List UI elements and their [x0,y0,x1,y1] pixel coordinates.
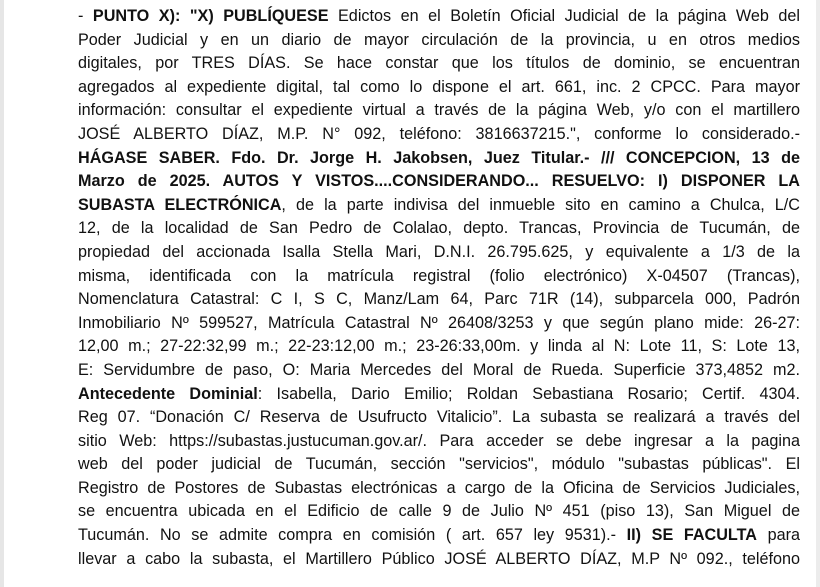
text-line [78,406,800,430]
text-line-content [78,101,800,119]
legal-edict-text-block [78,5,800,571]
text-line-content [78,385,800,403]
text-line [78,359,800,383]
text-line [78,430,800,454]
text-line-content [78,479,800,497]
text-run: E: Servidumbre de paso, O: Maria Mercedes del Moral de Rueda. Superficie 373,4852 m2. [78,360,800,379]
text-line [78,5,800,29]
text-run: para [756,526,800,545]
text-line [78,147,800,171]
text-line-content [78,31,800,49]
text-run: Tucumán. No se admite compra en comisión ( art. 657 ley 9531).- [78,526,627,545]
text-line-content [78,172,800,190]
text-line [78,170,800,194]
bold-text-run: PUNTO X): "X) PUBLÍQUESE [92,7,329,25]
text-line-content [78,290,800,308]
text-line [78,52,800,76]
text-run: digitales, por TRES DÍAS. Se hace constar que los títulos de dominio, se encuentran [78,54,800,73]
text-line-content [78,455,800,473]
text-line-content [78,78,800,96]
text-run: 12, de la localidad de San Pedro de Colalao, depto. Trancas, Provincia de Tucumán, de [78,219,800,238]
text-line-content [78,196,800,214]
text-line [78,265,800,289]
text-line-content [78,408,800,426]
text-run: JOSÉ ALBERTO DÍAZ, M.P. N° 092, teléfono: 3816637215.", conforme lo considerado.- [78,124,800,143]
text-run: Registro de Postores de Subastas electrónicas a cargo de la Oficina de Servicios Judiciales, [78,478,800,497]
text-line-content [78,526,800,544]
right-scrollbar-edge [816,0,820,587]
text-line-content [78,219,800,237]
text-line [78,194,800,218]
text-run: , de la parte indivisa del inmueble sito en camino a Chulca, L/C [281,195,800,214]
text-line [78,500,800,524]
text-run: llevar a cabo la subasta, el Martillero Público JOSÉ ALBERTO DÍAZ, M.P Nº 092., teléfono [78,549,800,568]
text-run: se encuentra ubicada en el Edificio de calle 9 de Julio Nº 451 (piso 13), San Miguel de [78,502,800,521]
text-line-content [78,125,800,143]
text-run: web del poder judicial de Tucumán, sección "servicios", módulo "subastas públicas". El [78,455,800,474]
text-run: - [78,7,93,25]
bold-text-run: Antecedente Dominial [78,384,258,403]
text-run: propiedad del accionada Isalla Stella Mari, D.N.I. 26.795.625, y equivalente a 1/3 de la [78,242,800,261]
text-line [78,335,800,359]
text-run: sitio Web: https://subastas.justucuman.gov.ar/. Para acceder se debe ingresar a la pagina [78,431,800,450]
text-line [78,217,800,241]
text-run: Edictos en el Boletín Oficial Judicial de la página Web del [328,7,800,25]
text-line-content [78,550,800,568]
text-line-content [78,243,800,261]
text-line-content [78,502,800,520]
text-line [78,99,800,123]
bold-text-run: II) SE FACULTA [626,526,757,545]
bold-text-run: Marzo de 2025. AUTOS Y VISTOS....CONSIDERANDO... RESUELVO: I) DISPONER LA [78,172,800,191]
text-line-content [78,7,800,25]
text-line-content [78,314,800,332]
text-run: : Isabella, Dario Emilio; Roldan Sebastiana Rosario; Certif. 4304. [257,384,800,403]
text-line-content [78,149,800,167]
text-run: Nomenclatura Catastral: C I, S C, Manz/Lam 64, Parc 71R (14), subparcela 000, Padrón [78,290,800,309]
text-run: información: consultar el expediente virtual a través de la página Web, y/o con el martillero [78,101,800,120]
text-line [78,29,800,53]
text-run: 12,00 m.; 27-22:32,99 m.; 22-23:12,00 m.; 23-26:33,00m. y linda al N: Lote 11, S: Lote 13, [78,337,800,356]
text-line [78,241,800,265]
text-line-content [78,361,800,379]
text-line [78,383,800,407]
text-line [78,123,800,147]
bold-text-run: SUBASTA ELECTRÓNICA [78,195,282,214]
text-run: Poder Judicial y en un diario de mayor circulación de la provincia, u en otros medios [78,30,800,49]
left-page-edge [0,0,4,587]
text-line [78,524,800,548]
text-line-content [78,337,800,355]
text-line [78,453,800,477]
text-line-content [78,267,800,285]
text-run: misma, identificada con la matrícula registral (folio electrónico) X-04507 (Trancas), [78,266,800,285]
text-line-content [78,54,800,72]
bold-text-run: HÁGASE SABER. Fdo. Dr. Jorge H. Jakobsen, Juez Titular.- /// CONCEPCION, 13 de [78,148,800,167]
text-line [78,312,800,336]
text-run: Reg 07. “Donación C/ Reserva de Usufructo Vitalicio”. La subasta se realizará a través del [78,408,800,427]
text-line [78,548,800,572]
text-line-content [78,432,800,450]
text-line [78,288,800,312]
text-line [78,76,800,100]
text-line [78,477,800,501]
text-run: Inmobiliario Nº 599527, Matrícula Catastral Nº 26408/3253 y que según plano mide: 26-27: [78,313,800,332]
text-run: agregados al expediente digital, tal como lo dispone el art. 661, inc. 2 CPCC. Para mayor [78,77,800,96]
